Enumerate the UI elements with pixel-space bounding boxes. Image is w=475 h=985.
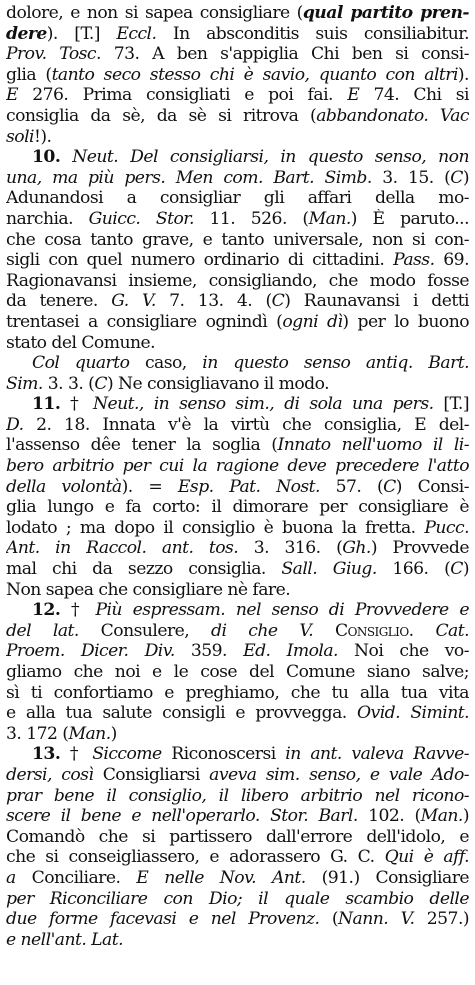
text-run: Col quarto	[32, 353, 130, 374]
text-run: 3. 316. (	[238, 538, 343, 559]
text-run: ogni dì	[282, 311, 343, 332]
text-run: del lat.	[6, 620, 79, 641]
text-run: aveva sim. senso, e vale Ado-	[209, 764, 469, 785]
text-run: Proem. Dicer. Div.	[6, 641, 175, 662]
text-line	[6, 291, 469, 312]
text-run: una, ma più pers.	[6, 167, 166, 188]
text-run: )	[462, 559, 469, 580]
text-run: Cat.	[435, 620, 469, 641]
text-line	[6, 394, 469, 415]
text-run: bero arbitrio per cui la ragione deve precedere l'atto	[6, 456, 469, 477]
text-run: dolore, e non si sapea consigliare (	[6, 3, 303, 23]
text-run: mal chi da sezzo consiglia.	[6, 559, 282, 580]
text-run: scere il bene e nell'operarlo. Stor. Barl.	[6, 806, 358, 827]
text-line	[6, 456, 469, 477]
text-run: Pucc.	[424, 517, 469, 538]
text-run: 276. Prima consigliati e poi fai.	[18, 85, 348, 106]
text-line	[6, 744, 469, 765]
text-run: )	[462, 167, 469, 188]
text-run: l'assenso dêe tener la soglia (	[6, 435, 278, 456]
text-run: Man.	[420, 806, 463, 827]
text-run: consiglia da sè, da sè si ritrova (	[6, 105, 317, 126]
text-line	[6, 353, 469, 374]
text-run: ) Ne consigliavano il modo.	[106, 373, 330, 394]
text-run: 13.	[32, 744, 61, 765]
text-run: Ovid. Simint.	[357, 703, 469, 724]
text-run: Men com. Bart. Simb.	[175, 167, 372, 188]
text-run: e nell'ant. Lat.	[6, 929, 123, 950]
text-run: In absconditis suis consiliabitur.	[156, 23, 469, 44]
text-run: 73. A ben s'appiglia Chi ben si consi-	[100, 44, 469, 65]
text-run: )	[462, 806, 469, 827]
text-run: a	[6, 867, 16, 888]
text-run: 11.	[32, 394, 61, 415]
text-run: lodato ; ma dopo il consiglio è buona la fretta.	[6, 517, 425, 538]
text-run: D.	[6, 414, 24, 435]
text-run: !).	[33, 126, 52, 147]
text-run: Neut., in senso sim., di sola una pers.	[93, 394, 434, 415]
text-run: †	[60, 744, 93, 765]
text-run: C	[383, 476, 396, 497]
text-line	[6, 621, 469, 642]
text-run: 74. Chi si	[359, 85, 469, 106]
text-run: Man.	[308, 208, 351, 229]
text-line	[6, 85, 469, 106]
text-run: dere	[6, 23, 47, 44]
text-run: che cosa tanto grave, e tanto universale, non si con-	[6, 229, 469, 250]
text-run: Consiglio	[335, 620, 409, 641]
text-run: ) Raunavansi i detti	[284, 291, 469, 312]
text-run: Neut. Del consigliarsi, in questo senso, non	[72, 147, 469, 168]
text-run: 359.	[174, 641, 244, 662]
text-run: 102. (	[357, 806, 421, 827]
text-run: soli	[6, 126, 34, 147]
text-line	[6, 188, 469, 209]
text-run: Sim.	[6, 373, 43, 394]
text-line	[6, 765, 469, 786]
text-run: glia (	[6, 64, 52, 85]
text-line	[6, 827, 469, 848]
text-line	[6, 786, 469, 807]
text-line	[6, 580, 469, 601]
text-line	[6, 435, 469, 456]
text-run: Ant. in Raccol. ant. tos.	[6, 538, 239, 559]
text-line	[6, 3, 469, 24]
text-run: dersi, così	[6, 764, 94, 785]
text-line	[6, 230, 469, 251]
text-line	[6, 333, 469, 354]
text-run: (91.) Consigliare	[305, 867, 469, 888]
text-line	[6, 477, 469, 498]
text-line	[6, 600, 469, 621]
text-run: †	[60, 394, 94, 415]
text-run: Conciliare.	[15, 867, 137, 888]
text-line	[6, 683, 469, 704]
text-run	[313, 621, 335, 641]
text-run	[165, 168, 175, 188]
text-run: Prov. Tosc.	[6, 44, 101, 65]
text-run: .	[408, 620, 436, 641]
text-run: Consulere,	[78, 620, 212, 641]
text-line	[6, 374, 469, 395]
text-run: qual partito pren-	[302, 3, 469, 23]
text-run: sì ti confortiamo e preghiamo, che tu alla tua vita	[6, 682, 469, 703]
text-run: 10.	[32, 147, 61, 168]
text-line	[6, 559, 469, 580]
text-line	[6, 209, 469, 230]
text-run: [T.]	[433, 394, 469, 415]
text-run: Ed. Imola.	[243, 641, 338, 662]
text-run: abbandonato. Vac	[316, 105, 469, 126]
text-run: E	[6, 85, 18, 106]
text-run: C	[450, 559, 463, 580]
text-run: ). =	[121, 476, 178, 497]
text-line	[6, 909, 469, 930]
text-line	[6, 641, 469, 662]
text-run: 3. 3. (	[42, 373, 95, 394]
text-line	[6, 24, 469, 45]
text-line	[6, 271, 469, 292]
text-run: Siccome	[92, 744, 162, 765]
text-run: della volontà	[6, 476, 122, 497]
text-run: 11. 526. (	[193, 208, 309, 229]
text-line	[6, 538, 469, 559]
text-line	[6, 147, 469, 168]
text-run: (	[319, 909, 339, 930]
text-run: E nelle Nov. Ant.	[136, 867, 306, 888]
text-run: Adunandosi a consigliar gli affari della mo-	[6, 188, 469, 209]
text-run: di che V.	[211, 620, 314, 641]
text-run: narchia.	[6, 208, 89, 229]
text-line	[6, 930, 469, 951]
text-run: Nann. V.	[338, 909, 415, 930]
text-run: 12.	[32, 600, 61, 621]
text-run: ) È paruto...	[350, 208, 469, 229]
text-run: e alla tua salute consigli e provvegga.	[6, 703, 358, 724]
text-run	[60, 147, 72, 167]
text-line	[6, 847, 469, 868]
text-run: C	[450, 167, 463, 188]
text-run: ) Provvede	[370, 538, 469, 559]
text-run: per Riconciliare con Dio; il quale scambio delle	[6, 888, 469, 909]
text-run: stato del Comune.	[6, 332, 156, 353]
text-run: Riconoscersi	[161, 744, 286, 765]
text-run: che si conseigliassero, e adorassero G. C.	[6, 847, 385, 868]
text-run: Esp. Pat. Nost.	[177, 476, 320, 497]
text-run: ). [T.]	[46, 23, 117, 44]
text-run: G. V.	[111, 291, 156, 312]
text-run: 3. 15. (	[371, 167, 451, 188]
text-run: prar bene il consiglio, il libero arbitrio nel ricono-	[6, 785, 469, 806]
text-line	[6, 312, 469, 333]
text-run: Pass.	[393, 250, 435, 271]
text-run: Non sapea che consigliare nè fare.	[6, 579, 291, 600]
text-run: Innato nell'uomo il li-	[277, 435, 469, 456]
text-line	[6, 106, 469, 127]
text-line	[6, 724, 469, 745]
text-run: glia lungo e fa corto: il dimorare per consigliare è	[6, 497, 469, 518]
text-line	[6, 250, 469, 271]
text-line	[6, 889, 469, 910]
text-run: in ant. valeva Ravve-	[285, 744, 469, 765]
text-run: 69.	[434, 250, 469, 271]
text-run: ) Consi-	[395, 476, 469, 497]
text-line	[6, 44, 469, 65]
text-run: Consigliarsi	[93, 764, 210, 785]
text-line	[6, 415, 469, 436]
text-run: da tenere.	[6, 291, 112, 312]
text-run: 257.)	[414, 909, 469, 930]
text-run: caso,	[129, 353, 203, 374]
text-run: †	[60, 600, 96, 621]
text-run: ) per lo buono	[342, 311, 469, 332]
text-run: ).	[457, 64, 469, 85]
text-run: C	[94, 373, 107, 394]
text-run: in questo senso antiq. Bart.	[202, 353, 469, 374]
text-run: C	[271, 291, 285, 312]
text-run: Ragionavansi insieme, consigliando, che modo fosse	[6, 270, 469, 291]
text-line	[6, 65, 469, 86]
text-run: Noi che vo-	[337, 641, 469, 662]
text-line	[6, 703, 469, 724]
text-run: Qui è aff.	[384, 847, 469, 868]
text-run: )	[110, 723, 117, 744]
text-run: tanto seco stesso chi è savio, quanto con altri	[51, 64, 458, 85]
text-run: Sall. Giug.	[281, 559, 377, 580]
text-run: due forme facevasi e nel Provenz.	[6, 909, 320, 930]
text-line	[6, 518, 469, 539]
text-run: Più espressam. nel senso di Provvedere e	[95, 600, 469, 621]
text-line	[6, 662, 469, 683]
text-run: E	[347, 85, 360, 106]
text-line	[6, 868, 469, 889]
text-run: sigli con quel numero ordinario di cittadini.	[6, 250, 394, 271]
text-run: Comandò che si partissero dall'errore dell'idolo, e	[6, 826, 469, 847]
text-run: Guicc. Stor.	[88, 208, 194, 229]
text-run: gliamo che noi e le cose del Comune siano salve;	[6, 662, 469, 682]
text-line	[6, 127, 469, 148]
text-run: 7. 13. 4. (	[155, 291, 272, 312]
text-run: trentasei a consigliare ognindì (	[6, 311, 283, 332]
text-run: 2. 18. Innata v'è la virtù che consiglia, E del-	[23, 414, 469, 435]
text-run: 166. (	[376, 559, 451, 580]
text-run: Man.	[68, 723, 111, 744]
text-run: Gh.	[342, 538, 371, 559]
text-line	[6, 168, 469, 189]
text-run: 3. 172 (	[6, 723, 69, 744]
text-line	[6, 806, 469, 827]
text-run: Eccl.	[116, 23, 157, 44]
text-line	[6, 497, 469, 518]
text-run: 57. (	[319, 476, 384, 497]
